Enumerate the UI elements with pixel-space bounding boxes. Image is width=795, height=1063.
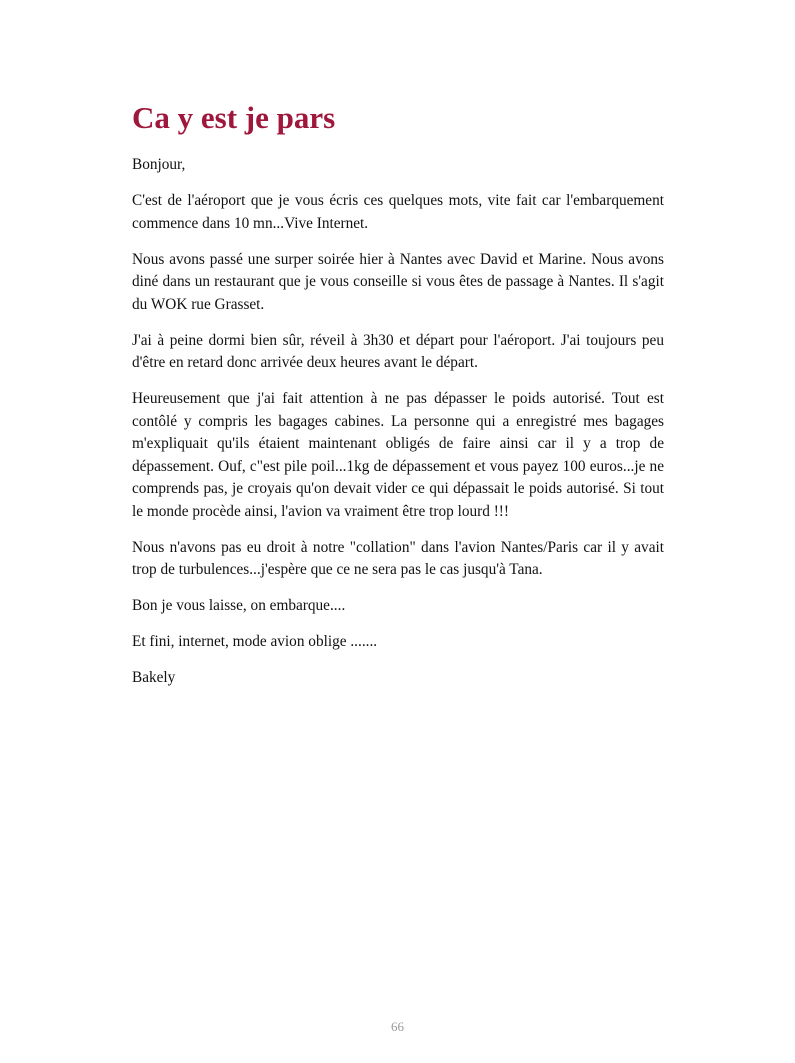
body-paragraph-sleep: J'ai à peine dormi bien sûr, réveil à 3h30 et départ pour l'aéroport. J'ai toujours peu d'être en retard donc arrivée deux heures avant le départ.: [132, 331, 664, 371]
page-title: Ca y est je pars: [132, 100, 336, 135]
page-number: 66: [391, 1019, 404, 1034]
signature: Bakely: [132, 669, 176, 686]
body-paragraph-nantes: Nous avons passé une surper soirée hier à Nantes avec David et Marine. Nous avons diné dans un restaurant que je vous conseille si vous êtes de passage à Nantes. Il s'agit du WOK rue Grasset.: [132, 250, 664, 313]
greeting-paragraph: Bonjour,: [132, 156, 186, 173]
letter-body: [132, 154, 664, 703]
body-paragraph-boarding: Bon je vous laisse, on embarque....: [132, 597, 346, 614]
body-paragraph-airplane-mode: Et fini, internet, mode avion oblige .......: [132, 633, 378, 650]
body-paragraph-airport: C'est de l'aéroport que je vous écris ces quelques mots, vite fait car l'embarquement commence dans 10 mn...Vive Internet.: [132, 192, 664, 232]
body-paragraph-collation: Nous n'avons pas eu droit à notre "collation" dans l'avion Nantes/Paris car il y avait trop de turbulences...j'espère que ce ne sera pas le cas jusqu'à Tana.: [132, 538, 664, 578]
body-paragraph-luggage: Heureusement que j'ai fait attention à ne pas dépasser le poids autorisé. Tout est contôlé y compris les bagages cabines. La personne qui a enregistré mes bagages m'expliquait qu'ils étaient maintenant obligés de faire ainsi car il y a trop de dépassement. Ouf, c"est pile poil...1kg de dépassement et vous payez 100 euros...je ne comprends pas, je croyais qu'on devait vider ce qui dépassait le poids autorisé. Si tout le monde procède ainsi, l'avion va vraiment être trop lourd !!!: [132, 390, 664, 520]
